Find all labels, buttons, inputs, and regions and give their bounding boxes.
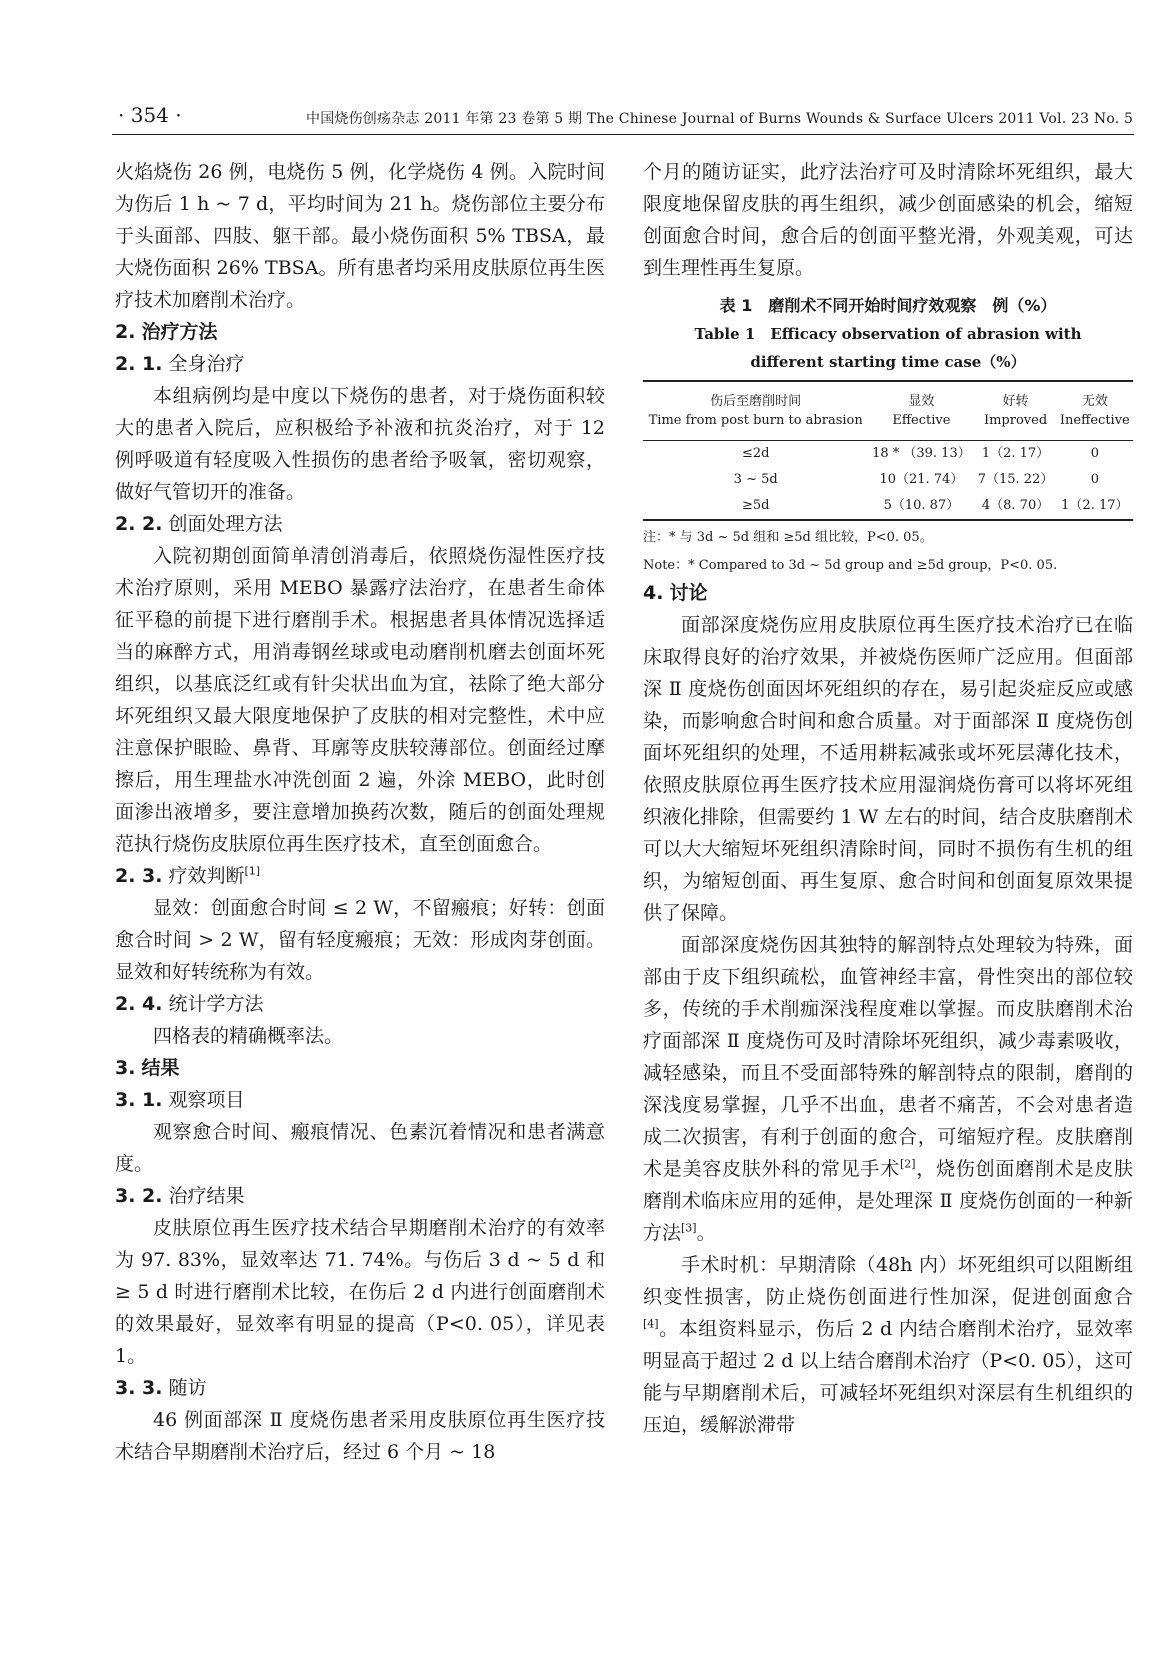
section-number: 2. 1. — [115, 353, 163, 375]
table-caption — [643, 292, 1133, 376]
paragraph-2-4: 四格表的精确概率法。 — [153, 1025, 344, 1047]
paragraph-4-c — [643, 1249, 1133, 1441]
table-cell: 5（10. 87） — [868, 493, 974, 520]
paragraph-text: 手术时机：早期清除（48h 内）坏死组织可以阻断组织变性损害，防止烧伤创面进行性加深，促进创面愈合 — [643, 1254, 1133, 1308]
table-cell: 1（2. 17） — [1057, 493, 1133, 520]
section-2-4-heading — [115, 988, 605, 1020]
table-header-row — [643, 381, 1133, 441]
citation-ref: [3] — [681, 1221, 697, 1235]
section-title: 观察项目 — [168, 1089, 245, 1111]
citation-ref: [1] — [244, 864, 261, 878]
header-en: Effective — [892, 413, 951, 428]
section-2-heading — [115, 316, 605, 348]
table-cell: 18 * （39. 13） — [872, 446, 971, 461]
header-en: Time from post burn to abrasion — [648, 413, 863, 428]
table-cell: 0 — [1090, 472, 1099, 487]
section-number: 2. 3. — [115, 865, 163, 887]
paragraph-4-a: 面部深度烧伤应用皮肤原位再生医疗技术治疗已在临床取得良好的治疗效果，并被烧伤医师广泛应用。但面部深 Ⅱ 度烧伤创面因坏死组织的存在，易引起炎症反应或感染，而影响愈合时间和愈合质量。对于面部深 Ⅱ 度烧伤创面坏死组织的处理，不适用耕耘减张或坏死层薄化技术，依照皮肤原位再生医疗技术应用湿润烧伤膏可以将坏死组织液化排除，但需要约 1 W 左右的时间，结合皮肤磨削术可以大大缩短坏死组织清除时间，同时不损伤有生机的组织，为缩短创面、再生复原、愈合时间和创面复原效果提供了保障。 — [643, 614, 1133, 924]
table-cell: 10（21. 74） — [879, 472, 964, 487]
section-3-heading — [115, 1052, 605, 1084]
table-note-en: Note：* Compared to 3d ~ 5d group and ≥5d group，P<0. 05. — [643, 558, 1058, 573]
section-title: 讨论 — [669, 582, 708, 604]
citation-ref: [4] — [643, 1317, 659, 1331]
table-cell: ≥5d — [643, 493, 868, 520]
section-title: 治疗结果 — [168, 1185, 245, 1207]
section-title: 疗效判断 — [168, 865, 245, 887]
paragraph-continued: 个月的随访证实，此疗法治疗可及时清除坏死组织，最大限度地保留皮肤的再生组织，减少创面感染的机会，缩短创面愈合时间，愈合后的创面平整光滑，外观美观，可达到生理性再生复原。 — [643, 161, 1133, 279]
section-title: 创面处理方法 — [168, 513, 283, 535]
section-number: 3. — [115, 1057, 136, 1079]
table-cell: 1（2. 17） — [981, 446, 1050, 461]
section-title: 统计学方法 — [168, 993, 264, 1015]
running-head: 中国烧伤创疡杂志 2011 年第 23 卷第 5 期 The Chinese Journal of Burns Wounds & Surface Ulcers 2011 Vol. 23 No. 5 — [306, 111, 1134, 127]
section-number: 2. — [115, 321, 136, 343]
table-row — [643, 441, 1133, 468]
paragraph-3-1: 观察愈合时间、瘢痕情况、色素沉着情况和患者满意度。 — [115, 1121, 605, 1175]
section-2-1-heading — [115, 348, 605, 380]
header-zh: 伤后至磨削时间 — [710, 394, 802, 409]
section-number: 2. 4. — [115, 993, 163, 1015]
section-2-3-heading — [115, 860, 605, 892]
section-title: 全身治疗 — [168, 353, 245, 375]
table-cell: ≤2d — [741, 446, 770, 461]
paragraph-text: ，烧伤创面磨削术是皮肤磨削术临床应用的延伸，是处理深 Ⅱ 度烧伤创面的一种新方法 — [643, 1158, 1133, 1244]
table-cell: 0 — [1090, 446, 1099, 461]
table-cell: 4（8. 70） — [974, 493, 1056, 520]
efficacy-table — [643, 380, 1133, 521]
section-number: 3. 2. — [115, 1185, 163, 1207]
paragraph-intro: 火焰烧伤 26 例，电烧伤 5 例，化学烧伤 4 例。入院时间为伤后 1 h ~ 7 d，平均时间为 21 h。烧伤部位主要分布于头面部、四肢、躯干部。最小烧伤面积 5% TBSA，最大烧伤面积 26% TBSA。所有患者均采用皮肤原位再生医疗技术加磨削术治疗。 — [115, 161, 605, 311]
section-number: 3. 1. — [115, 1089, 163, 1111]
table-cell: 7（15. 22） — [977, 472, 1054, 487]
table-caption-zh: 表 1 磨削术不同开始时间疗效观察 例（%） — [719, 296, 1057, 315]
section-4-heading — [643, 577, 1133, 609]
right-column — [643, 156, 1133, 1441]
section-number: 4. — [643, 582, 664, 604]
table-row — [643, 493, 1133, 520]
citation-ref: [2] — [899, 1157, 916, 1171]
section-number: 2. 2. — [115, 513, 163, 535]
paragraph-text: 。 — [696, 1222, 716, 1244]
section-title: 治疗方法 — [141, 321, 218, 343]
header-effective — [868, 381, 974, 441]
section-2-2-heading — [115, 508, 605, 540]
section-title: 随访 — [168, 1377, 207, 1399]
page-number: · 354 · — [118, 103, 182, 127]
paragraph-3-2: 皮肤原位再生医疗技术结合早期磨削术治疗的有效率为 97. 83%，显效率达 71. 74%。与伤后 3 d ~ 5 d 和 ≥ 5 d 时进行磨削术比较，在伤后 2 d 内进行创面磨削术的效果最好，显效率有明显的提高（P<0. 05），详见表 1。 — [115, 1217, 605, 1367]
left-column — [115, 156, 605, 1468]
header-ineffective — [1057, 381, 1133, 441]
section-number: 3. 3. — [115, 1377, 163, 1399]
paragraph-text: 面部深度烧伤因其独特的解剖特点处理较为特殊，面部由于皮下组织疏松，血管神经丰富，骨性突出的部位较多，传统的手术削痂深浅程度难以掌握。而皮肤磨削术治疗面部深 Ⅱ 度烧伤可及时清除坏死组织，减少毒素吸收，减轻感染，而且不受面部特殊的解剖特点的限制，磨削的深浅度易掌握，几乎不出血，患者不痛苦，不会对患者造成二次损害，有利于创面的愈合，可缩短疗程。皮肤磨削术是美容皮肤外科的常见手术 — [643, 934, 1133, 1180]
table-caption-en-1: Table 1 Efficacy observation of abrasion with — [694, 325, 1082, 343]
paragraph-2-1: 本组病例均是中度以下烧伤的患者，对于烧伤面积较大的患者入院后，应积极给予补液和抗炎治疗，对于 12 例呼吸道有轻度吸入性损伤的患者给予吸氧，密切观察，做好气管切开的准备。 — [115, 385, 605, 503]
table-caption-en-2: different starting time case（%） — [750, 353, 1026, 371]
section-3-2-heading — [115, 1180, 605, 1212]
section-3-3-heading — [115, 1372, 605, 1404]
paragraph-4-b — [643, 929, 1133, 1249]
paragraph-3-3: 46 例面部深 Ⅱ 度烧伤患者采用皮肤原位再生医疗技术结合早期磨削术治疗后，经过 6 个月 ~ 18 — [115, 1409, 605, 1463]
header-time — [643, 381, 868, 441]
paragraph-2-2: 入院初期创面简单清创消毒后，依照烧伤湿性医疗技术治疗原则，采用 MEBO 暴露疗法治疗，在患者生命体征平稳的前提下进行磨削手术。根据患者具体情况选择适当的麻醉方式，用消毒钢丝球或电动磨削机磨去创面坏死组织，以基底泛红或有针尖状出血为宜，祛除了绝大部分坏死组织又最大限度地保护了皮肤的相对完整性，术中应注意保护眼睑、鼻背、耳廓等皮肤较薄部位。创面经过摩擦后，用生理盐水冲洗创面 2 遍，外涂 MEBO，此时创面渗出液增多，要注意增加换药次数，随后的创面处理规范执行烧伤皮肤原位再生医疗技术，直至创面愈合。 — [115, 545, 605, 855]
header-zh: 显效 — [908, 394, 935, 409]
table-cell: 3 ~ 5d — [733, 472, 778, 487]
section-title: 结果 — [141, 1057, 180, 1079]
table-row — [643, 467, 1133, 493]
paragraph-2-3: 显效：创面愈合时间 ≤ 2 W，不留瘢痕；好转：创面愈合时间 > 2 W，留有轻度瘢痕；无效：形成肉芽创面。显效和好转统称为有效。 — [115, 897, 605, 983]
header-zh: 无效 — [1081, 394, 1108, 409]
header-en: Ineffective — [1059, 413, 1130, 428]
table-note-zh: 注：* 与 3d ~ 5d 组和 ≥5d 组比较，P<0. 05。 — [643, 530, 933, 545]
header-en: Improved — [983, 413, 1048, 428]
header-improved — [974, 381, 1056, 441]
header-zh: 好转 — [1002, 394, 1029, 409]
section-3-1-heading — [115, 1084, 605, 1116]
paragraph-text: 。本组资料显示，伤后 2 d 内结合磨削术治疗，显效率明显高于超过 2 d 以上结合磨削术治疗（P<0. 05），这可能与早期磨削术后，可减轻坏死组织对深层有生机组织的压迫，缓解淤滞带 — [643, 1318, 1133, 1436]
header-rule — [112, 134, 1134, 135]
